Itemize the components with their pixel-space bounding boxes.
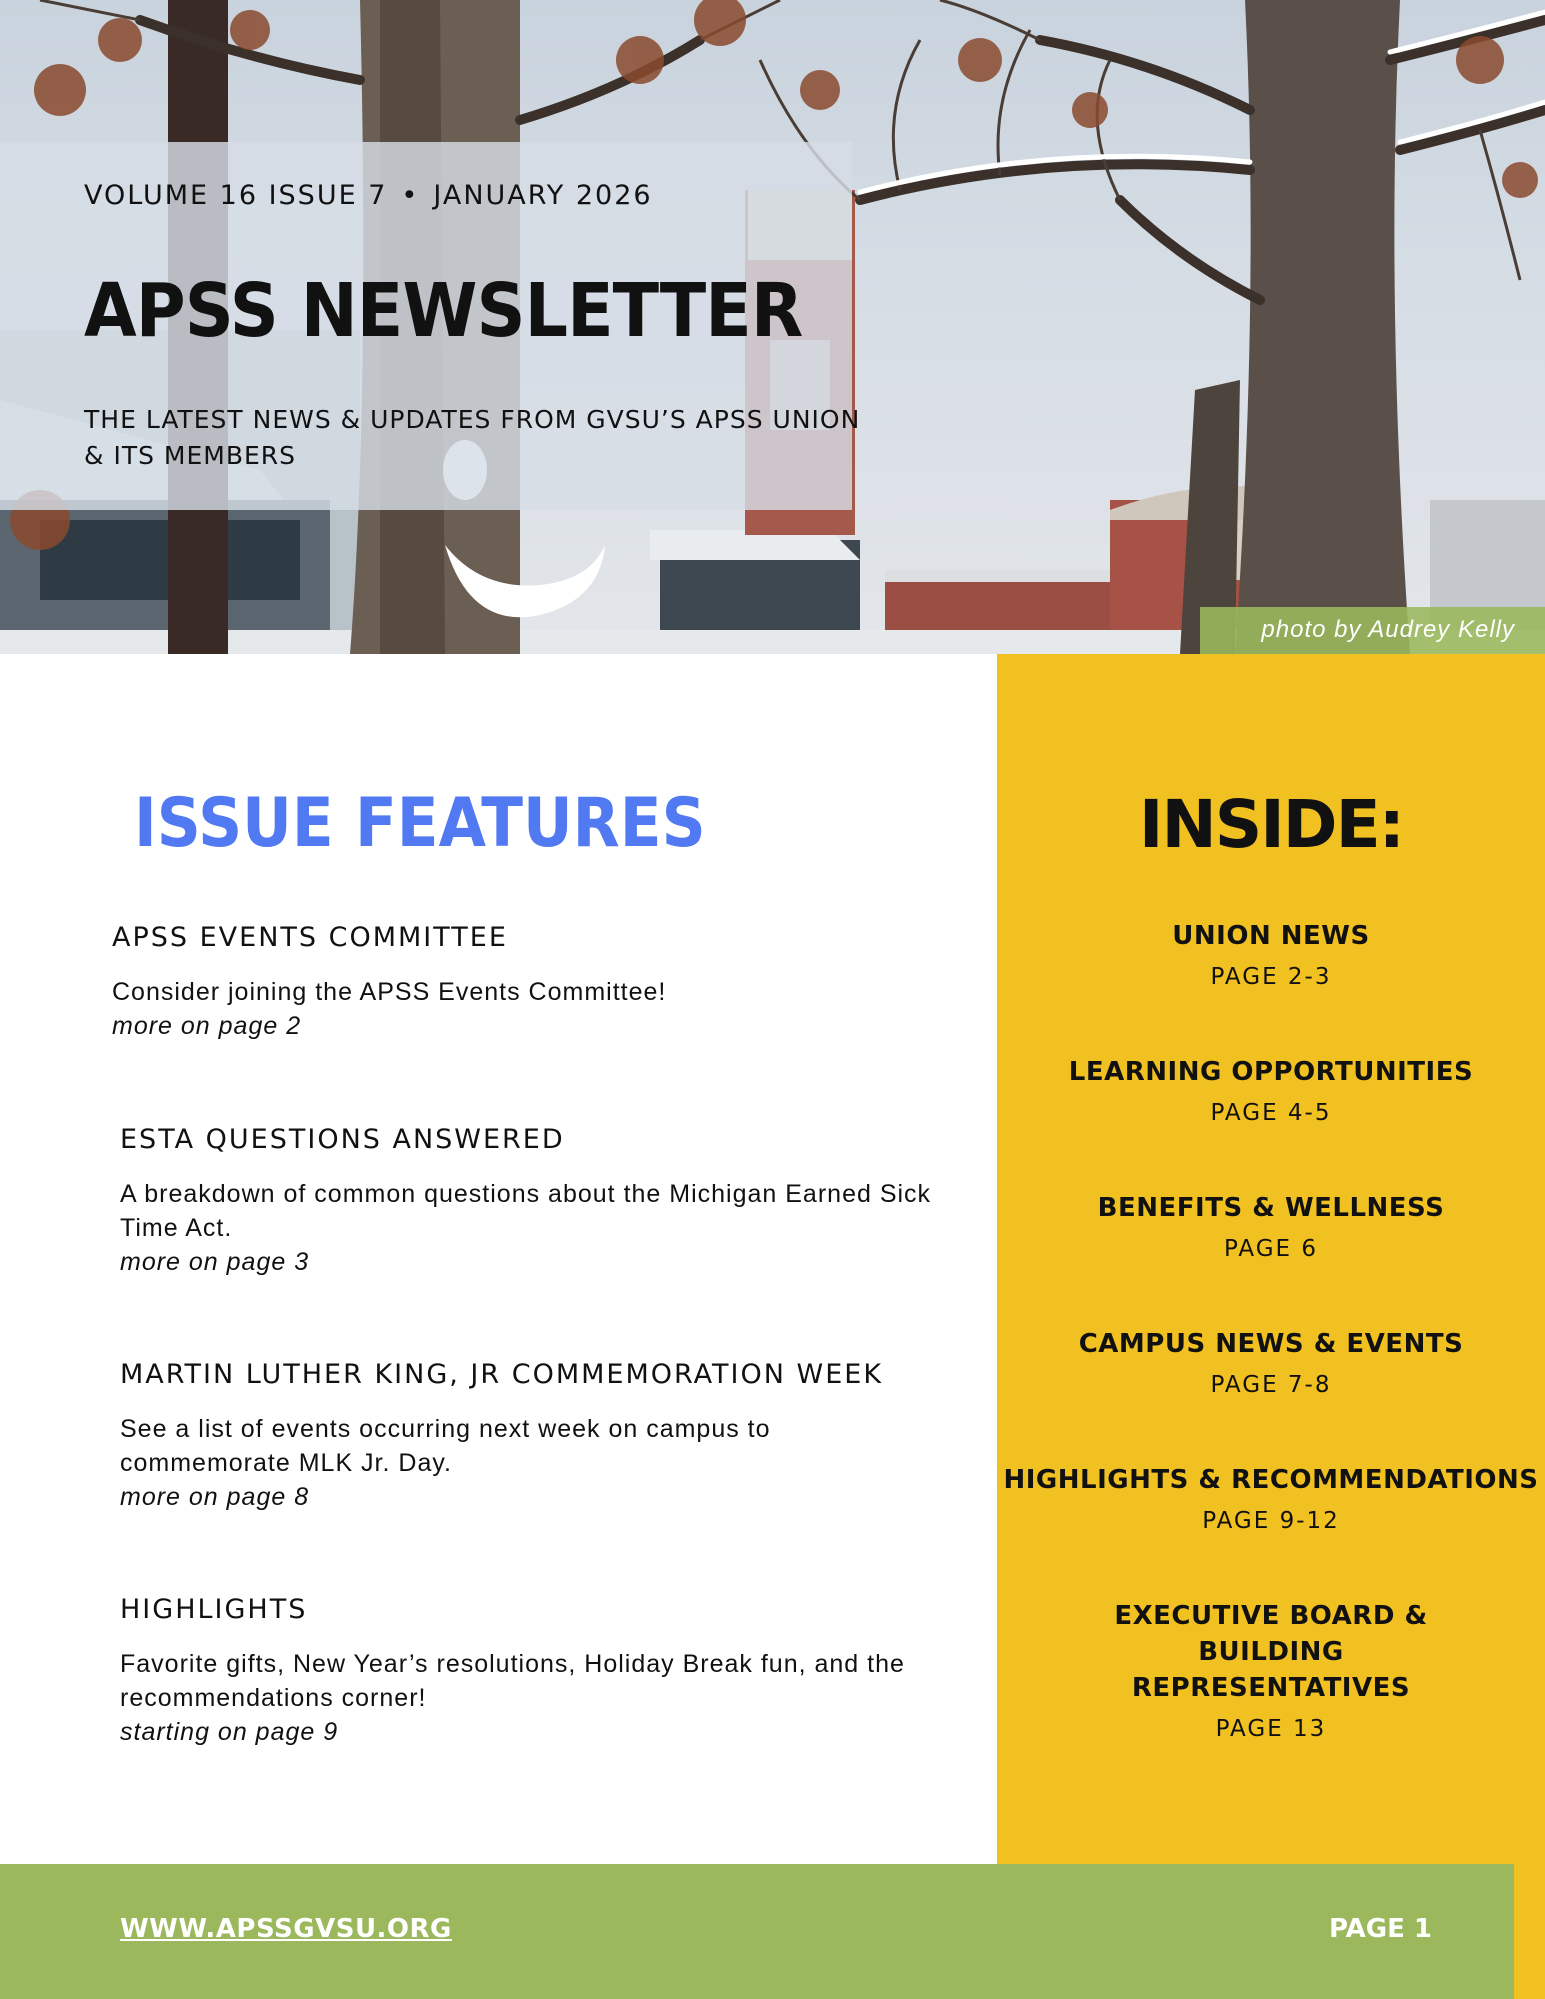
toc-section: LEARNING OPPORTUNITIES — [1068, 1057, 1474, 1087]
feature-body: Favorite gifts, New Year’s resolutions, Holiday Break fun, and the recommendations corner! — [120, 1650, 905, 1712]
page-number: PAGE 1 — [1328, 1914, 1432, 1944]
toc-section: UNION NEWS — [1172, 921, 1370, 951]
feature-title: HIGHLIGHTS — [120, 1594, 308, 1625]
issue-separator: • — [401, 180, 420, 211]
feature-page-ref: more on page 8 — [120, 1483, 310, 1511]
feature-title: ESTA QUESTIONS ANSWERED — [120, 1124, 565, 1155]
issue-features-heading: ISSUE FEATURES — [134, 784, 706, 863]
photo-credit: photo by Audrey Kelly — [1261, 616, 1515, 643]
footer-bar — [0, 1864, 1514, 1999]
toc-pages: PAGE 13 — [1215, 1716, 1327, 1742]
inside-heading: INSIDE: — [1138, 786, 1404, 863]
toc-section: BENEFITS & WELLNESS — [1097, 1193, 1445, 1223]
feature-page-ref: more on page 2 — [112, 1012, 302, 1040]
toc-pages: PAGE 2-3 — [1210, 964, 1332, 990]
issue-date: JANUARY 2026 — [433, 180, 653, 211]
toc-section: HIGHLIGHTS & RECOMMENDATIONS — [1003, 1465, 1539, 1495]
volume-issue: VOLUME 16 ISSUE 7 — [84, 180, 388, 211]
toc-section: CAMPUS NEWS & EVENTS — [1078, 1329, 1464, 1359]
feature-title: APSS EVENTS COMMITTEE — [112, 922, 508, 953]
feature-body: Consider joining the APSS Events Committee! — [112, 978, 667, 1006]
toc-item — [997, 1326, 1545, 1398]
newsletter-tagline: THE LATEST NEWS & UPDATES FROM GVSU’S APSS UNION & ITS MEMBERS — [84, 405, 861, 470]
toc-item — [997, 1462, 1545, 1534]
feature-item — [120, 1359, 940, 1514]
toc-pages: PAGE 9-12 — [1202, 1508, 1340, 1534]
toc-pages: PAGE 6 — [1223, 1236, 1319, 1262]
header-photo — [0, 0, 1545, 654]
feature-body: See a list of events occurring next week on campus to commemorate MLK Jr. Day. — [120, 1415, 771, 1477]
feature-page-ref: more on page 3 — [120, 1248, 310, 1276]
feature-body: A breakdown of common questions about the Michigan Earned Sick Time Act. — [120, 1180, 932, 1242]
feature-title: MARTIN LUTHER KING, JR COMMEMORATION WEEK — [120, 1359, 884, 1390]
inside-sidebar — [997, 654, 1545, 1999]
toc-item — [997, 1054, 1545, 1126]
feature-item — [120, 1594, 940, 1749]
toc-item — [997, 918, 1545, 990]
toc-pages: PAGE 4-5 — [1210, 1100, 1332, 1126]
toc-section: EXECUTIVE BOARD & BUILDING REPRESENTATIVES — [1114, 1601, 1428, 1703]
toc-pages: PAGE 7-8 — [1210, 1372, 1332, 1398]
issue-info — [84, 180, 653, 211]
feature-item — [112, 922, 932, 1043]
toc-item — [997, 1598, 1545, 1742]
feature-page-ref: starting on page 9 — [120, 1718, 339, 1746]
photo-credit-box — [1200, 607, 1545, 654]
toc-item — [997, 1190, 1545, 1262]
newsletter-title: APSS NEWSLETTER — [84, 268, 803, 354]
feature-item — [120, 1124, 940, 1279]
website-link[interactable]: WWW.APSSGVSU.ORG — [120, 1914, 452, 1944]
